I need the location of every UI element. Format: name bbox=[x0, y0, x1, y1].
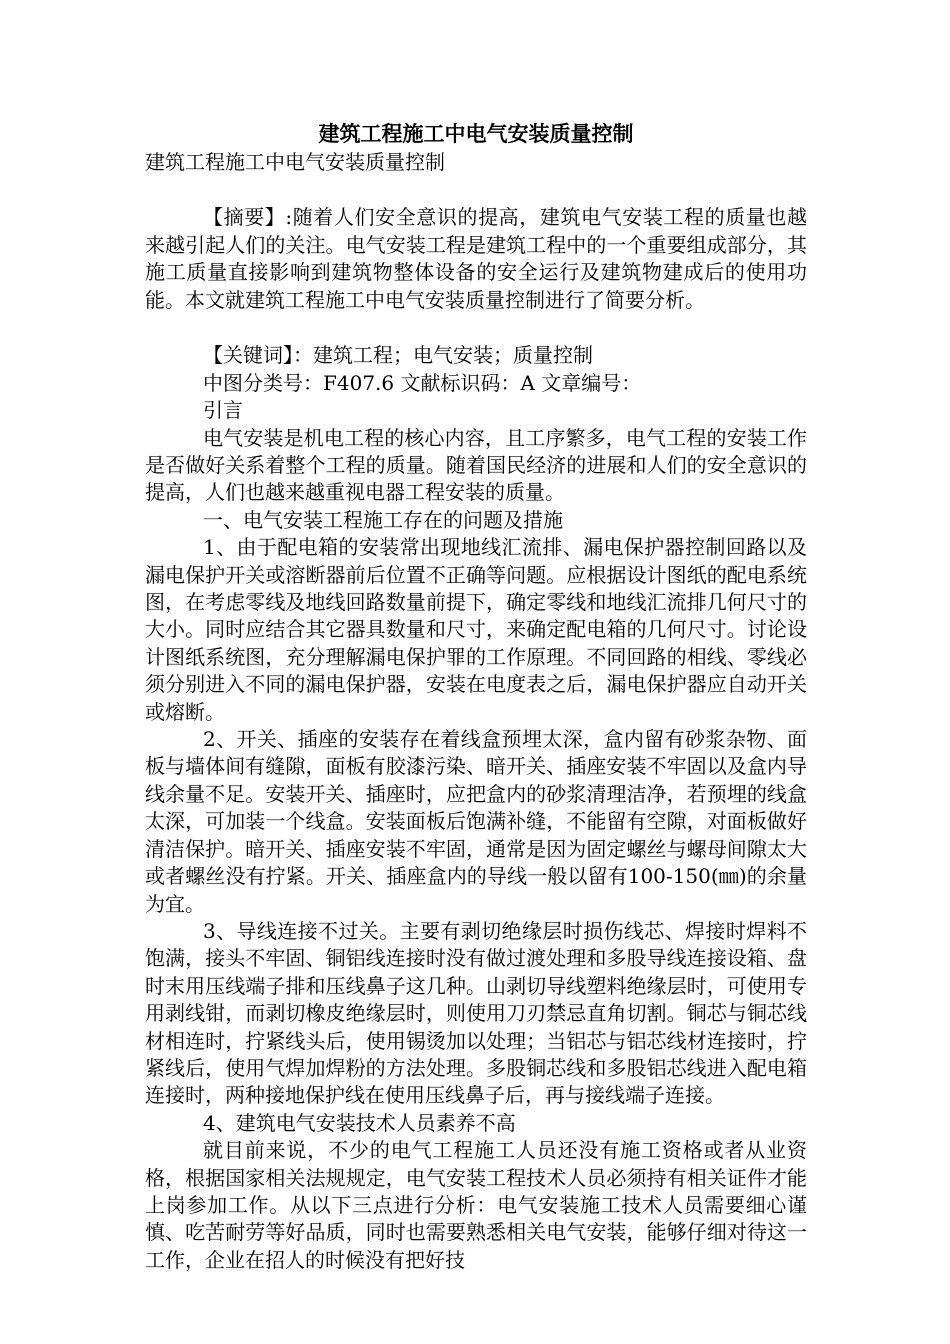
item1-paragraph: 1、由于配电箱的安装常出现地线汇流排、漏电保护器控制回路以及漏电保护开关或溶断器前后位置不正确等问题。应根据设计图纸的配电系统图，在考虑零线及地线回路数量前提下，确定零线和地线汇流排几何尺寸的大小。同时应结合其它器具数量和尺寸，来确定配电箱的几何尺寸。讨论设计图纸系统图，充分理解漏电保护罪的工作原理。不同回路的相线、零线必须分别进入不同的漏电保护器，安装在电度表之后，漏电保护器应自动开关或熔断。 bbox=[145, 535, 807, 724]
intro-paragraph: 电气安装是机电工程的核心内容，且工序繁多，电气工程的安装工作是否做好关系着整个工程的质量。随着国民经济的进展和人们的安全意识的提高，人们也越来越重视电器工程安装的质量。 bbox=[145, 425, 807, 505]
spacer bbox=[145, 314, 807, 342]
item4-paragraph: 就目前来说，不少的电气工程施工人员还没有施工资格或者从业资格，根据国家相关法规规定，电气安装工程技术人员必须持有相关证件才能上岗参加工作。从以下三点进行分析：电气安装施工技术人员需要细心谨慎、吃苦耐劳等好品质，同时也需要熟悉相关电气安装，能够仔细对待这一工作，企业在招人的时候没有把好技 bbox=[145, 1138, 807, 1272]
item3-paragraph: 3、导线连接不过关。主要有剥切绝缘层时损伤线芯、焊接时焊料不饱满，接头不牢固、铜铝线连接时没有做过渡处理和多股导线连接设箱、盘时末用压线端子排和压线鼻子这几种。山剥切导线塑料绝缘层时，可使用专用剥线钳，而剥切橡皮绝缘层时，则使用刀刃禁忌直角切割。铜芯与铜芯线材相连时，拧紧线头后，使用锡烫加以处理；当铝芯与铝芯线材连接时，拧紧线后，使用气焊加焊粉的方法处理。多股铜芯线和多股铝芯线进入配电箱连接时，两种接地保护线在使用压线鼻子后，再与接线端子连接。 bbox=[145, 918, 807, 1108]
document-title: 建筑工程施工中电气安装质量控制 bbox=[318, 121, 634, 146]
keywords-line: 【关键词】：建筑工程；电气安装；质量控制 bbox=[203, 343, 593, 368]
intro-heading: 引言 bbox=[203, 398, 243, 423]
document-page bbox=[145, 120, 807, 1274]
document-subtitle: 建筑工程施工中电气安装质量控制 bbox=[145, 150, 445, 174]
spacer bbox=[145, 176, 807, 204]
item2-paragraph: 2、开关、插座的安装存在着线盒预埋太深，盒内留有砂浆杂物、面板与墙体间有缝隙，面板有胶漆污染、暗开关、插座安装不牢固以及盒内导线余量不足。安装开关、插座时，应把盒内的砂浆清理洁净，若预埋的线盒太深，可加装一个线盒。安装面板后饱满补缝，不能留有空隙，对面板做好清洁保护。暗开关、插座安装不牢固，通常是因为固定螺丝与螺母间隙太大或者螺丝没有拧紧。开关、插座盒内的导线一般以留有100-150(㎜)的余量为宜。 bbox=[145, 727, 807, 916]
section1-heading: 一、电气安装工程施工存在的问题及措施 bbox=[203, 507, 563, 532]
item4-heading: 4、建筑电气安装技术人员素养不高 bbox=[203, 1110, 516, 1135]
abstract-paragraph: 【摘要】:随着人们安全意识的提高，建筑电气安装工程的质量也越来越引起人们的关注。电气安装工程是建筑工程中的一个重要组成部分，其施工质量直接影响到建筑物整体设备的安全运行及建筑物建成后的使用功能。本文就建筑工程施工中电气安装质量控制进行了简要分析。 bbox=[145, 205, 807, 312]
classification-line: 中图分类号：F407.6 文献标识码：A 文章编号： bbox=[203, 370, 642, 395]
